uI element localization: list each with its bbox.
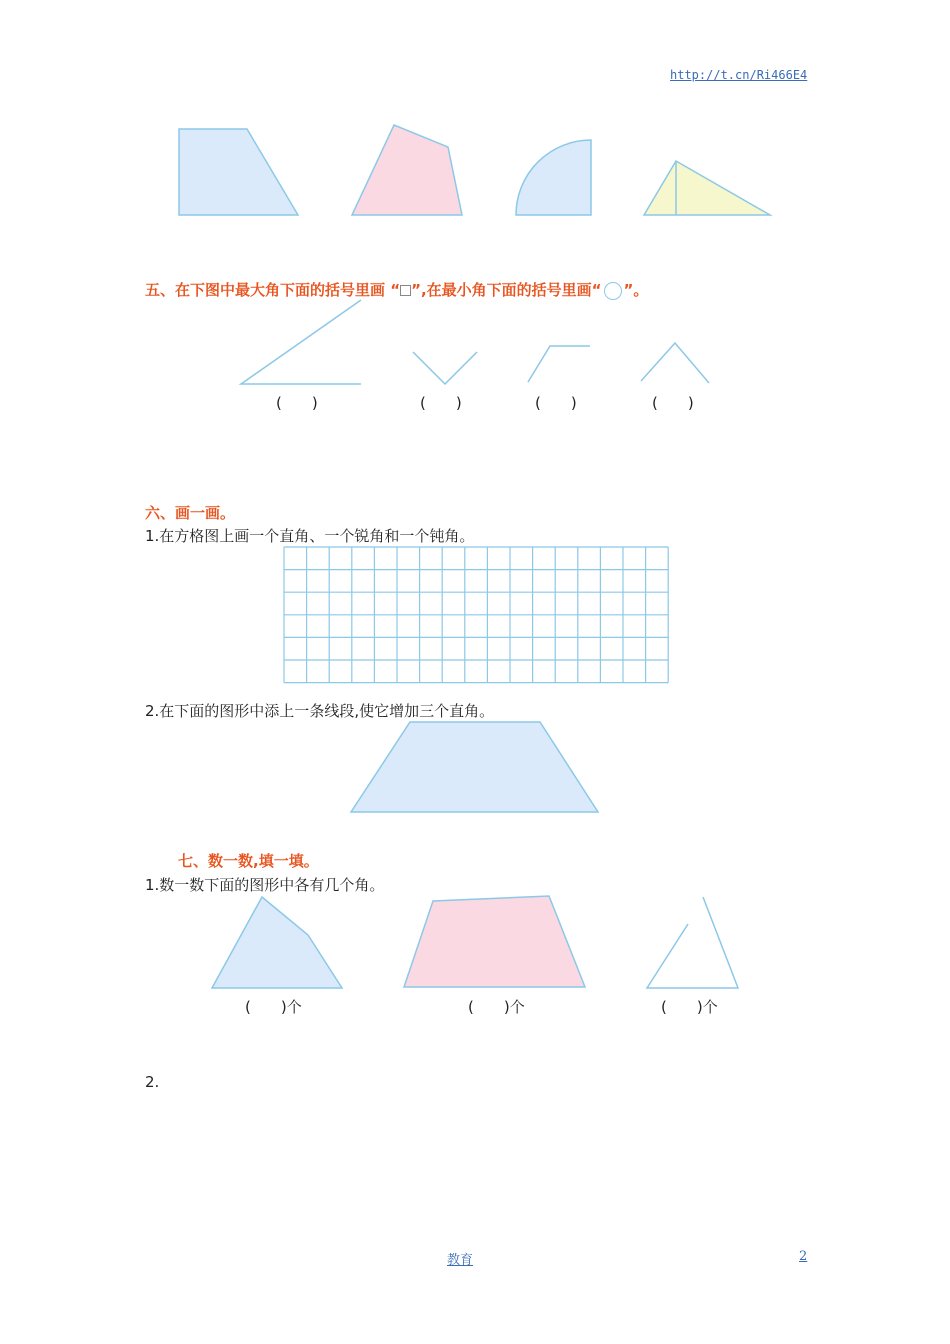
count-shape-1-quadrilateral <box>212 897 342 988</box>
count-answer-1[interactable]: ( )个 <box>245 998 302 1016</box>
answer-paren-2[interactable]: ( ) <box>420 394 462 412</box>
answer-paren-3[interactable]: ( ) <box>535 394 577 412</box>
section7-question-2: 2. <box>145 1073 160 1091</box>
section5-heading-part-c: ”。 <box>623 281 649 299</box>
angle-1-acute <box>241 300 361 384</box>
header-url-link[interactable]: http://t.cn/Ri466E4 <box>670 68 808 82</box>
section6-heading: 六、画一画。 <box>145 504 236 522</box>
page-number: 2 <box>799 1249 808 1264</box>
section5-heading-part-a: 五、在下图中最大角下面的括号里画 “ <box>145 281 401 299</box>
count-shape-2-quadrilateral <box>404 896 585 987</box>
isosceles-trapezoid-shape <box>351 722 598 812</box>
section7-heading: 七、数一数,填一填。 <box>178 852 319 870</box>
square-grid <box>284 547 668 683</box>
pink-quadrilateral-shape <box>352 125 462 215</box>
section6-question-1: 1.在方格图上画一个直角、一个锐角和一个钝角。 <box>145 527 475 545</box>
angle-2-right <box>413 352 477 384</box>
footer-link[interactable]: 教育 <box>447 1253 474 1268</box>
square-symbol-icon <box>400 285 411 296</box>
section6-question-2: 2.在下面的图形中添上一条线段,使它增加三个直角。 <box>145 702 495 720</box>
count-shape-3-open-figure <box>647 897 738 988</box>
right-trapezoid-shape <box>179 129 298 215</box>
answer-paren-1[interactable]: ( ) <box>276 394 318 412</box>
count-answer-2[interactable]: ( )个 <box>468 998 525 1016</box>
section7-question-1: 1.数一数下面的图形中各有几个角。 <box>145 876 385 894</box>
section5-heading-part-b: ”,在最小角下面的括号里画“ <box>411 281 602 299</box>
quarter-circle-shape <box>516 140 591 215</box>
answer-paren-4[interactable]: ( ) <box>652 394 694 412</box>
angle-3-obtuse <box>528 346 590 382</box>
circle-symbol-icon <box>604 282 622 300</box>
section5-heading <box>145 279 648 300</box>
angle-4 <box>641 343 709 383</box>
yellow-triangle-shape <box>644 161 770 215</box>
count-answer-3[interactable]: ( )个 <box>661 998 718 1016</box>
